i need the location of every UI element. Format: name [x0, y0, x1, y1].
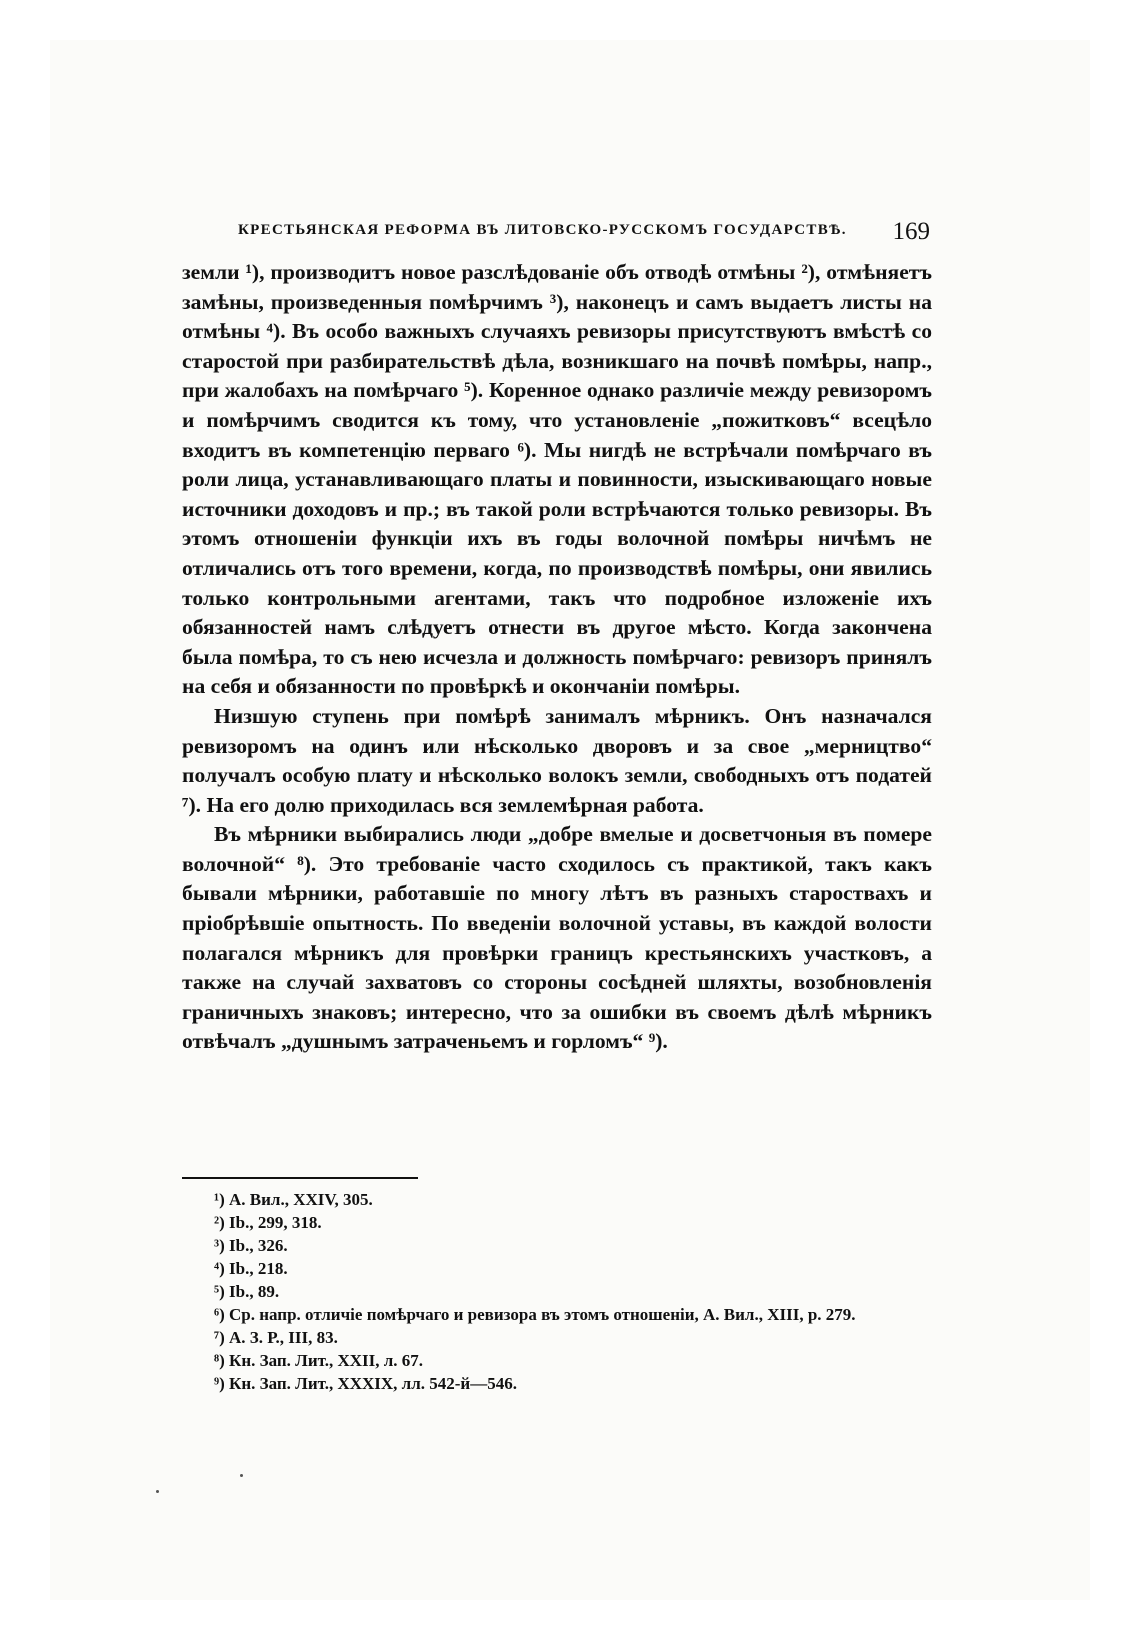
footnote-7: ⁷) А. З. Р., III, 83. [214, 1328, 338, 1347]
footnote-8: ⁸) Кн. Зап. Лит., XXII, л. 67. [214, 1351, 424, 1370]
footnote-4: ⁴) Ib., 218. [214, 1259, 288, 1278]
ink-speck [240, 1474, 243, 1477]
footnote-6: ⁶) Ср. напр. отличіе помѣрчаго и ревизора въ этомъ отношеніи, А. Вил., XIII, p. 279. [214, 1305, 856, 1324]
footnote-5: ⁵) Ib., 89. [214, 1282, 280, 1301]
paragraph-3: Въ мѣрники выбирались люди „добре вмелые и досветчоныя въ померe волочной“ ⁸). Это требованіе часто сходилось съ практикой, такъ какъ бывали мѣрники, работавшіе по многу лѣтъ въ разныхъ староствахъ и пріобрѣвшіе опытность. По введеніи волочной уставы, въ каждой волости полагался мѣрникъ для провѣрки границъ крестьянскихъ участковъ, а также на случай захватовъ со стороны сосѣдней шляхты, возобновленія граничныхъ знаковъ; интересно, что за ошибки въ своемъ дѣлѣ мѣрникъ отвѣчалъ „душнымъ затраченьемъ и горломъ“ ⁹). [182, 822, 932, 1054]
body-text [182, 258, 932, 1057]
paragraph-1: земли ¹), производитъ новое разслѣдованіе объ отводѣ отмѣны ²), отмѣняетъ замѣны, произведенныя помѣрчимъ ³), наконецъ и самъ выдаетъ листы на отмѣны ⁴). Въ особо важныхъ случаяхъ ревизоры присутствуютъ вмѣстѣ со старостой при разбирательствѣ дѣла, возникшаго на почвѣ помѣры, напр., при жалобахъ на помѣрчаго ⁵). Коренное однако различіе между ревизоромъ и помѣрчимъ сводится къ тому, что установленіе „пожитковъ“ всецѣло входитъ въ компетенцію перваго ⁶). Мы нигдѣ не встрѣчали помѣрчаго въ роли лица, устанавливающаго платы и повинности, изыскивающаго новые источники доходовъ и пр.; въ такой роли встрѣчаются только ревизоры. Въ этомъ отношеніи функціи ихъ въ годы волочной помѣры ничѣмъ не отличались отъ того времени, когда, по производствѣ помѣры, они явились только контрольными агентами, такъ что подробное изложеніе ихъ обязанностей намъ слѣдуетъ отнести въ другое мѣсто. Когда закончена была помѣра, то съ нею исчезла и должность помѣрчаго: ревизоръ принялъ на себя и обязанности по провѣркѣ и окончаніи помѣры. [182, 260, 932, 699]
ink-speck [156, 1490, 159, 1493]
page-header [238, 218, 930, 252]
footnote-2: ²) Ib., 299, 318. [214, 1213, 322, 1232]
footnote-3: ³) Ib., 326. [214, 1236, 288, 1255]
footnotes [182, 1188, 932, 1395]
footnote-1: ¹) А. Вил., XXIV, 305. [214, 1190, 373, 1209]
footnote-rule [182, 1177, 418, 1179]
running-head: КРЕСТЬЯНСКАЯ РЕФОРМА ВЪ ЛИТОВСКО-РУССКОМЪ ГОСУДАРСТВѢ. [238, 222, 847, 238]
footnote-9: ⁹) Кн. Зап. Лит., XXXIX, лл. 542-й—546. [214, 1374, 517, 1393]
paragraph-2: Низшую ступень при помѣрѣ занималъ мѣрникъ. Онъ назначался ревизоромъ на одинъ или нѣсколько дворовъ и за свое „мерництво“ получалъ особую плату и нѣсколько волокъ земли, свободныхъ отъ податей ⁷). На его долю приходилась вся землемѣрная работа. [182, 703, 932, 817]
page-number: 169 [892, 218, 930, 245]
